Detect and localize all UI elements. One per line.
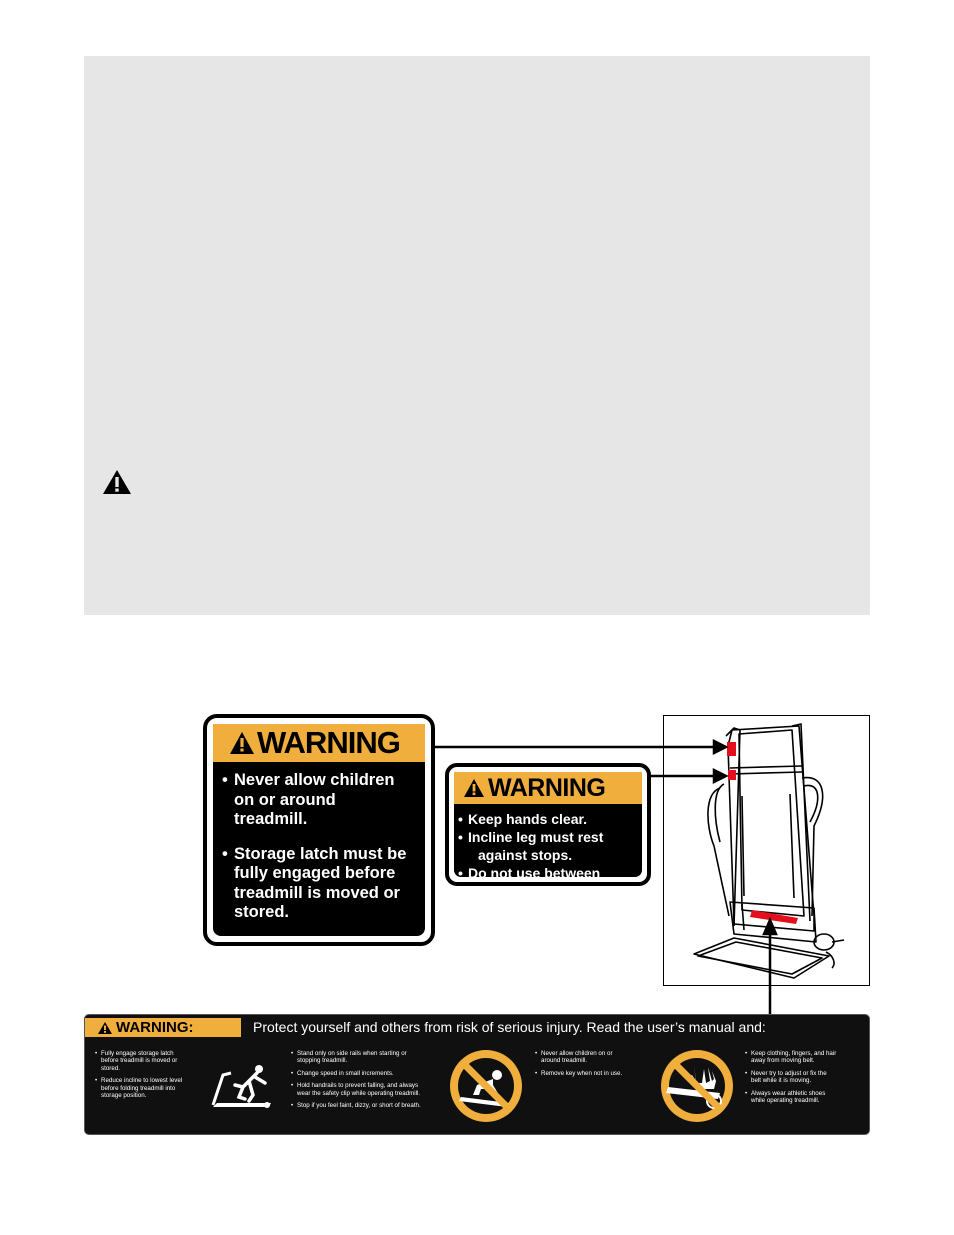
banner-intro: Protect yourself and others from risk of serious injury. Read the user’s manual and: xyxy=(253,1019,766,1035)
banner-item: • Always wear athletic shoes while operating treadmill. xyxy=(745,1089,826,1105)
banner-item: • Remove key when not in use. xyxy=(535,1069,623,1077)
banner-item: • Keep clothing, fingers, and hair away from moving belt. xyxy=(745,1050,837,1065)
warning-heading: WARNING xyxy=(257,725,400,760)
banner-item: • Never try to adjust or fix the belt while it is moving. xyxy=(745,1069,827,1085)
banner-item: • Stop if you feel faint, dizzy, or short of breath. xyxy=(291,1102,421,1110)
warning-line: Do not use between stops. xyxy=(468,865,601,899)
warning-line: Storage latch must be xyxy=(234,844,407,863)
warning-triangle-icon xyxy=(97,1021,113,1035)
banner-item: • Stand only on side rails when starting or stopping treadmill. xyxy=(291,1050,407,1065)
warning-line: fully engaged before xyxy=(234,864,396,882)
banner-item: • Change speed in small increments. xyxy=(291,1069,394,1077)
warning-banner-decal xyxy=(84,1014,870,1135)
banner-item: • Fully engage storage latch before treadmill is moved or stored. xyxy=(95,1050,178,1072)
banner-column-1 xyxy=(95,1050,215,1104)
warning-item: • Keep hands clear. xyxy=(458,811,588,827)
no-children-icon xyxy=(447,1047,525,1125)
banner-column-2 xyxy=(291,1050,441,1114)
banner-column-3 xyxy=(535,1050,655,1082)
warning-item: • Never allow children on or around treadmill. xyxy=(222,771,395,828)
banner-heading: WARNING: xyxy=(116,1019,194,1036)
warning-item: • Storage latch must be fully engaged before treadmill is moved or stored. xyxy=(222,844,407,921)
banner-column-4 xyxy=(745,1050,865,1109)
warning-line: on or around xyxy=(234,790,336,809)
treadmill-fall-icon xyxy=(209,1055,279,1111)
warning-line: treadmill. xyxy=(234,810,308,828)
banner-item: • Hold handrails to prevent falling, and always wear the safety clip while operating treadmill. xyxy=(291,1082,421,1097)
warning-line: against stops. xyxy=(478,847,573,863)
banner-item: • Never allow children on or around treadmill. xyxy=(535,1050,613,1065)
warning-item: • Do not use between stops. xyxy=(458,864,642,900)
warning-line: Keep hands clear. xyxy=(468,811,588,827)
warning-line: treadmill is moved or xyxy=(234,883,400,902)
banner-header xyxy=(85,1018,241,1037)
warning-item: • Incline leg must rest against stops. xyxy=(458,829,604,863)
warning-line: stored. xyxy=(234,903,290,921)
warning-line: Incline leg must rest xyxy=(468,829,604,845)
warning-heading: WARNING xyxy=(488,773,606,802)
banner-item: • Reduce incline to lowest level before folding treadmill into storage position. xyxy=(95,1077,183,1100)
no-hands-icon xyxy=(658,1047,736,1125)
warning-line: Never allow children xyxy=(234,771,395,789)
